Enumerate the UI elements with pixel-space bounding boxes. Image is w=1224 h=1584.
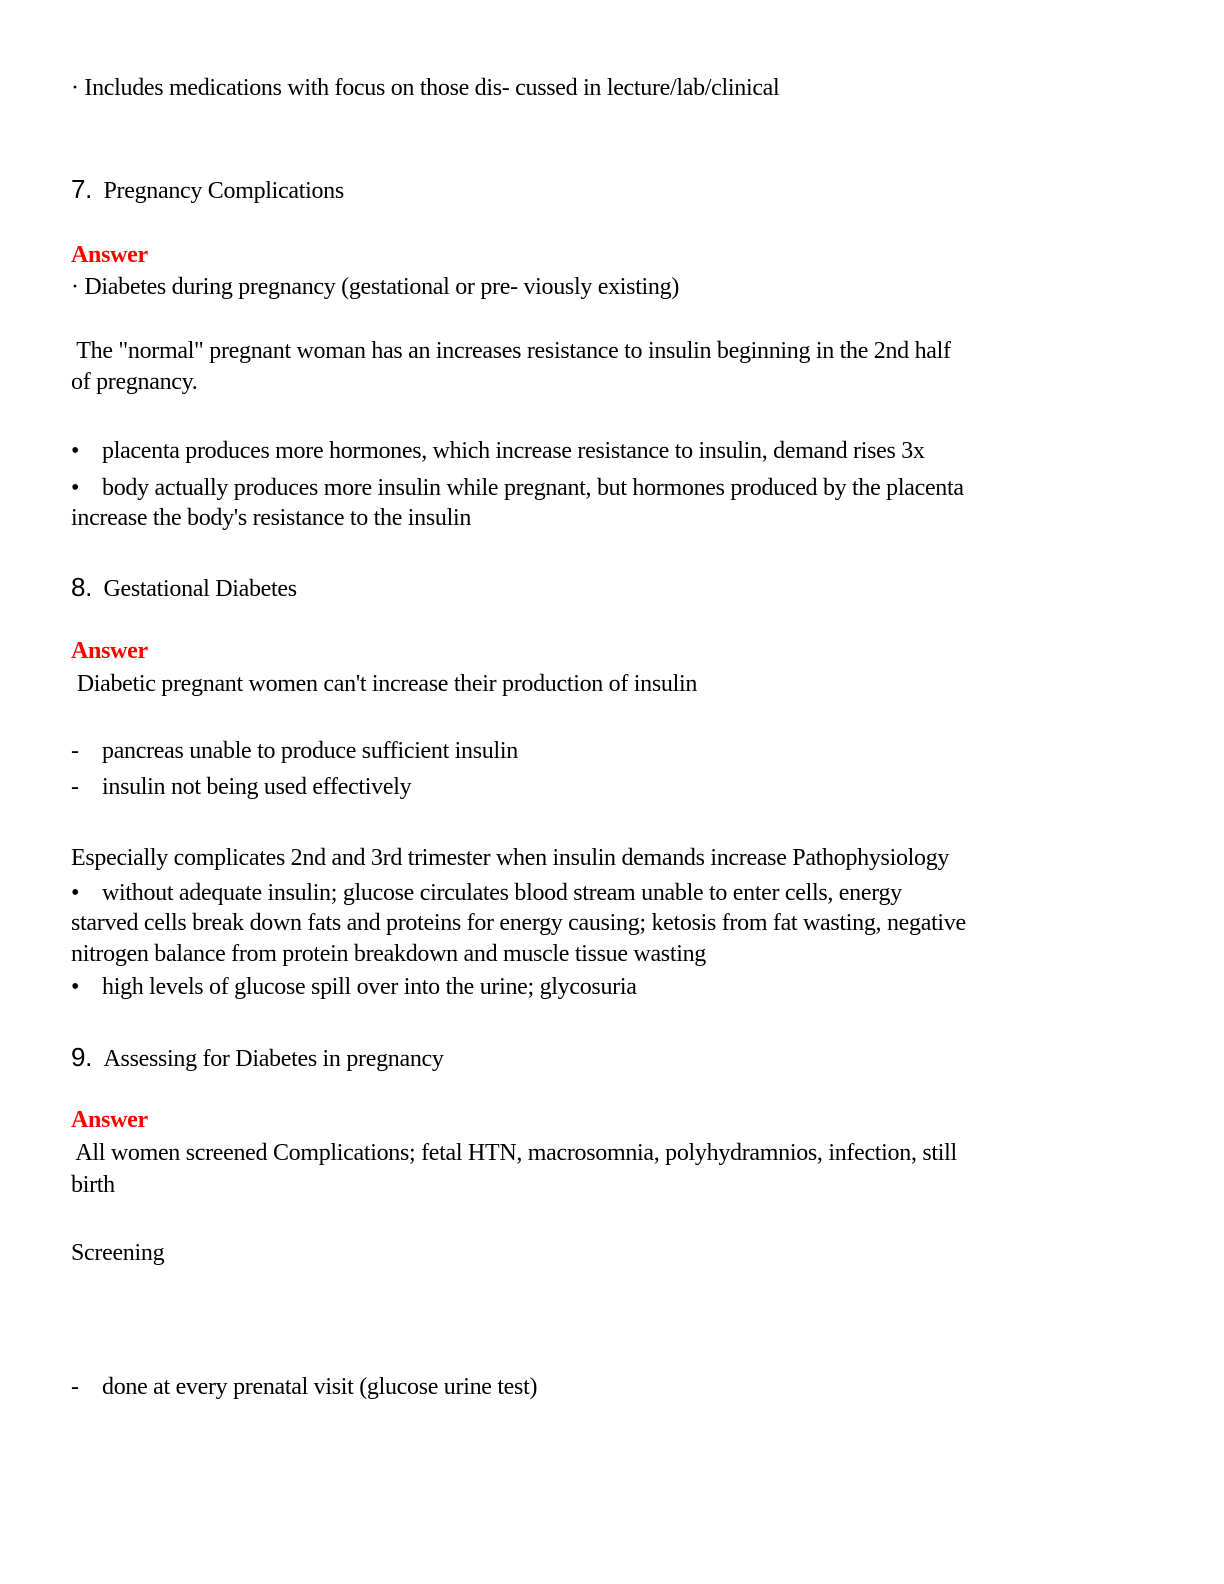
answer-text: birth (71, 1172, 115, 1198)
dash-icon: - (71, 738, 79, 764)
section-8-heading (71, 574, 297, 601)
section-number: 7. (71, 174, 93, 204)
answer-text: · Diabetes during pregnancy (gestational or pre- viously existing) (71, 274, 680, 300)
list-item (71, 881, 902, 905)
answer-label: Answer (71, 242, 148, 268)
bullet-icon: • (71, 974, 80, 1000)
list-item-continuation: increase the body's resistance to the insulin (71, 505, 472, 531)
answer-text: All women screened Complications; fetal HTN, macrosomnia, polyhydramnios, infection, still (71, 1140, 957, 1166)
paragraph-text: of pregnancy. (71, 369, 198, 395)
list-item (71, 1375, 537, 1399)
section-title: Gestational Diabetes (103, 576, 297, 602)
dash-icon: - (71, 1374, 79, 1400)
answer-label: Answer (71, 1107, 148, 1133)
list-item-text: pancreas unable to produce sufficient insulin (102, 738, 518, 764)
list-item-text: placenta produces more hormones, which increase resistance to insulin, demand rises 3x (102, 438, 925, 464)
paragraph-text: The "normal" pregnant woman has an increases resistance to insulin beginning in the 2nd half (71, 338, 951, 364)
list-item-text: done at every prenatal visit (glucose urine test) (102, 1374, 538, 1400)
list-item (71, 439, 925, 463)
list-item (71, 775, 411, 799)
section-number: 9. (71, 1042, 93, 1072)
section-number: 8. (71, 572, 93, 602)
list-item (71, 476, 964, 500)
intro-bullet: · Includes medications with focus on those dis- cussed in lecture/lab/clinical (71, 75, 780, 101)
dash-icon: - (71, 774, 79, 800)
bullet-icon: • (71, 438, 80, 464)
section-7-heading (71, 176, 344, 203)
list-item-continuation: starved cells break down fats and proteins for energy causing; ketosis from fat wasting, negative (71, 910, 966, 936)
list-item-text: insulin not being used effectively (102, 774, 412, 800)
bullet-icon: • (71, 475, 80, 501)
list-item-text: high levels of glucose spill over into the urine; glycosuria (102, 974, 637, 1000)
list-item (71, 739, 518, 763)
list-item (71, 975, 637, 999)
section-title: Assessing for Diabetes in pregnancy (103, 1046, 444, 1072)
answer-label: Answer (71, 638, 148, 664)
section-9-heading (71, 1044, 444, 1071)
section-title: Pregnancy Complications (103, 178, 344, 204)
list-item-continuation: nitrogen balance from protein breakdown and muscle tissue wasting (71, 941, 706, 967)
paragraph-text: Especially complicates 2nd and 3rd trimester when insulin demands increase Pathophysiology (71, 845, 950, 871)
bullet-icon: • (71, 880, 80, 906)
list-item-text: body actually produces more insulin while pregnant, but hormones produced by the placenta (102, 475, 964, 501)
answer-text: Diabetic pregnant women can't increase their production of insulin (71, 671, 698, 697)
subheading-screening: Screening (71, 1240, 165, 1266)
list-item-text: without adequate insulin; glucose circulates blood stream unable to enter cells, energy (102, 880, 902, 906)
